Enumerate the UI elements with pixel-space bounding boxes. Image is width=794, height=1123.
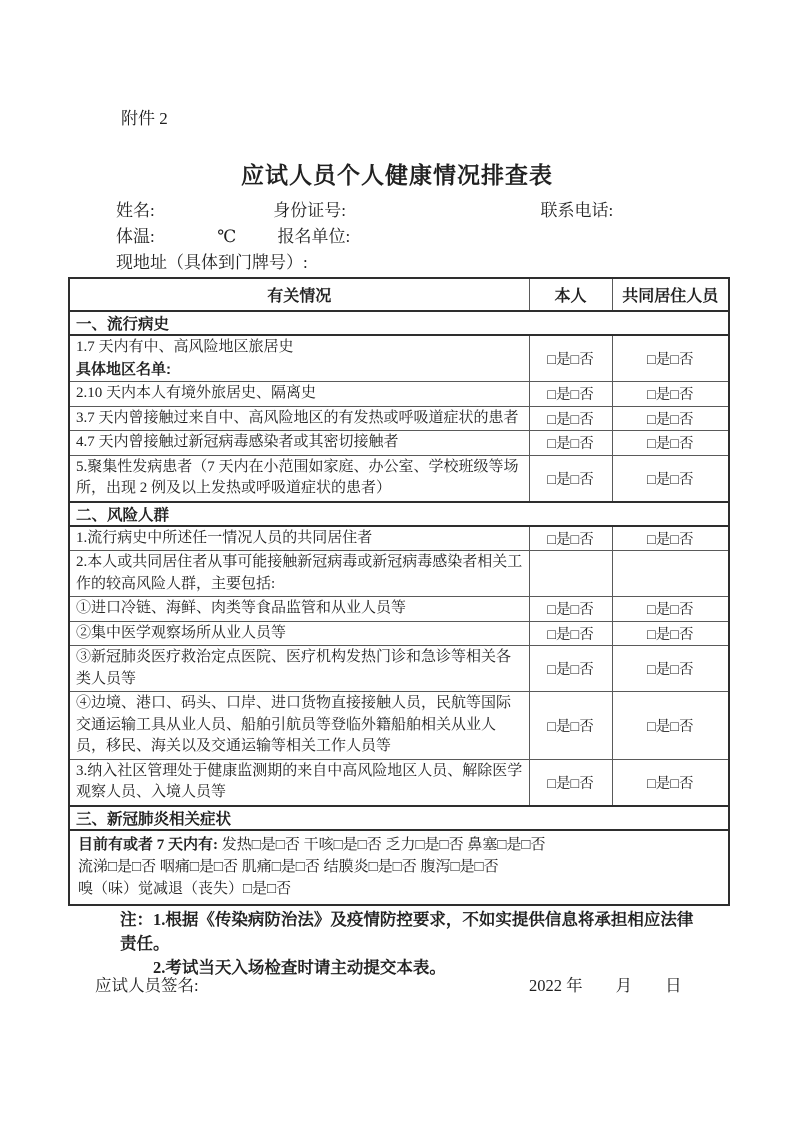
table-row — [69, 455, 729, 502]
condition-label: 1.流行病史中所述任一情况人员的共同居住者 — [76, 529, 373, 546]
condition-label: 1.7 天内有中、高风险地区旅居史 — [76, 339, 294, 355]
condition-label: 4.7 天内曾接触过新冠病毒感染者或其密切接触者 — [76, 434, 399, 450]
self-checkbox-cell: □是□否 — [529, 759, 612, 806]
table-header-row — [69, 278, 729, 311]
cohabitant-checkbox-cell: □是□否 — [612, 692, 729, 760]
symptoms-line-1: 发热□是□否 干咳□是□否 乏力□是□否 鼻塞□是□否 — [221, 836, 546, 853]
cohabitant-checkbox-cell: □是□否 — [612, 455, 729, 502]
table-row — [69, 597, 729, 622]
phone-label: 联系电话: — [540, 201, 614, 220]
note-1: 注：1.根据《传染病防治法》及疫情防控要求，不如实提供信息将承担相应法律责任。 — [120, 910, 694, 953]
section-row — [69, 311, 729, 335]
name-label: 姓名: — [116, 201, 155, 220]
temperature-unit: ℃ — [217, 227, 237, 246]
self-checkbox-cell: □是□否 — [529, 382, 612, 407]
note-2: 2.考试当天入场检查时请主动提交本表。 — [153, 958, 446, 977]
section-row — [69, 502, 729, 526]
condition-label: 3.7 天内曾接触过来自中、高风险地区的有发热或呼吸道症状的患者 — [76, 409, 519, 426]
id-number-label: 身份证号: — [273, 201, 346, 220]
condition-label: ①进口冷链、海鲜、肉类等食品监管和从业人员等 — [76, 600, 407, 616]
self-checkbox-cell: □是□否 — [529, 455, 612, 502]
table-row — [69, 759, 729, 806]
cohabitant-checkbox-cell: □是□否 — [612, 597, 729, 622]
notes-block — [120, 908, 708, 980]
field-line-3 — [116, 250, 613, 276]
address-label: 现地址（具体到门牌号）: — [116, 253, 308, 272]
table-row — [69, 526, 729, 551]
symptoms-row — [69, 830, 729, 905]
column-header-2: 共同居住人员 — [612, 278, 729, 311]
symptoms-cell — [69, 830, 729, 905]
self-checkbox-cell: □是□否 — [529, 597, 612, 622]
section-title: 一、流行病史 — [69, 311, 729, 335]
condition-text — [69, 526, 529, 551]
symptoms-line-3: 嗅（味）觉减退（丧失）□是□否 — [78, 880, 292, 897]
condition-label: ②集中医学观察场所从业人员等 — [76, 624, 287, 641]
self-checkbox-cell: □是□否 — [529, 406, 612, 431]
table-row — [69, 406, 729, 431]
condition-text — [69, 335, 529, 382]
condition-text — [69, 382, 529, 407]
cohabitant-checkbox-cell: □是□否 — [612, 335, 729, 382]
table-row — [69, 335, 729, 382]
condition-text — [69, 692, 529, 760]
temperature-label: 体温: — [116, 227, 155, 246]
self-checkbox-cell: □是□否 — [529, 646, 612, 692]
cohabitant-checkbox-cell: □是□否 — [612, 621, 729, 646]
page-title: 应试人员个人健康情况排查表 — [241, 163, 553, 188]
table-row — [69, 692, 729, 760]
symptoms-line-2: 流涕□是□否 咽痛□是□否 肌痛□是□否 结膜炎□是□否 腹泻□是□否 — [78, 858, 499, 875]
cohabitant-checkbox-cell: □是□否 — [612, 526, 729, 551]
table-row — [69, 551, 729, 597]
cohabitant-checkbox-cell: □是□否 — [612, 406, 729, 431]
cohabitant-checkbox-cell: □是□否 — [612, 382, 729, 407]
section-title: 三、新冠肺炎相关症状 — [69, 806, 729, 830]
table-row — [69, 382, 729, 407]
self-checkbox-cell: □是□否 — [529, 431, 612, 456]
cohabitant-checkbox-cell: □是□否 — [612, 646, 729, 692]
condition-label: 3.纳入社区管理处于健康监测期的来自中高风险地区人员、解除医学观察人员、入境人员等 — [76, 762, 523, 800]
condition-label: 2.本人或共同居住者从事可能接触新冠病毒或新冠病毒感染者相关工作的较高风险人群，主要包括: — [76, 554, 523, 592]
screening-table — [68, 277, 730, 906]
signature-label: 应试人员签名: — [95, 976, 199, 995]
condition-text — [69, 455, 529, 502]
column-header-1: 本人 — [529, 278, 612, 311]
field-line-1 — [116, 198, 613, 224]
cohabitant-checkbox-cell: □是□否 — [612, 759, 729, 806]
condition-text — [69, 646, 529, 692]
cohabitant-checkbox-cell — [612, 551, 729, 597]
symptoms-lead: 目前有或者 7 天内有: — [78, 836, 222, 853]
region-list-label: 具体地区名单: — [76, 360, 171, 378]
table-row — [69, 646, 729, 692]
condition-text — [69, 597, 529, 622]
condition-label: ④边境、港口、码头、口岸、进口货物直接接触人员，民航等国际交通运输工具从业人员、船舶引航员等登临外籍船舶相关从业人员，移民、海关以及交通运输等相关工作人员等 — [76, 695, 512, 754]
condition-label: 5.聚集性发病患者（7 天内在小范围如家庭、办公室、学校班级等场所，出现 2 例及以上发热或呼吸道症状的患者） — [76, 458, 519, 496]
condition-text — [69, 621, 529, 646]
table-row — [69, 431, 729, 456]
self-checkbox-cell: □是□否 — [529, 526, 612, 551]
table-row — [69, 621, 729, 646]
header-fields — [116, 198, 613, 276]
signature-line — [95, 972, 728, 996]
cohabitant-checkbox-cell: □是□否 — [612, 431, 729, 456]
self-checkbox-cell: □是□否 — [529, 692, 612, 760]
section-row — [69, 806, 729, 830]
section-title: 二、风险人群 — [69, 502, 729, 526]
condition-text — [69, 551, 529, 597]
signature-date: 2022 年 月 日 — [529, 976, 682, 995]
self-checkbox-cell: □是□否 — [529, 621, 612, 646]
column-header-0: 有关情况 — [69, 278, 529, 311]
self-checkbox-cell: □是□否 — [529, 335, 612, 382]
register-unit-label: 报名单位: — [277, 227, 351, 246]
condition-text — [69, 406, 529, 431]
condition-label: ③新冠肺炎医疗救治定点医院、医疗机构发热门诊和急诊等相关各类人员等 — [76, 649, 512, 687]
attachment-label: 附件 2 — [121, 109, 168, 128]
field-line-2 — [116, 224, 613, 250]
condition-label: 2.10 天内本人有境外旅居史、隔离史 — [76, 385, 317, 401]
condition-text — [69, 431, 529, 456]
self-checkbox-cell — [529, 551, 612, 597]
condition-text — [69, 759, 529, 806]
